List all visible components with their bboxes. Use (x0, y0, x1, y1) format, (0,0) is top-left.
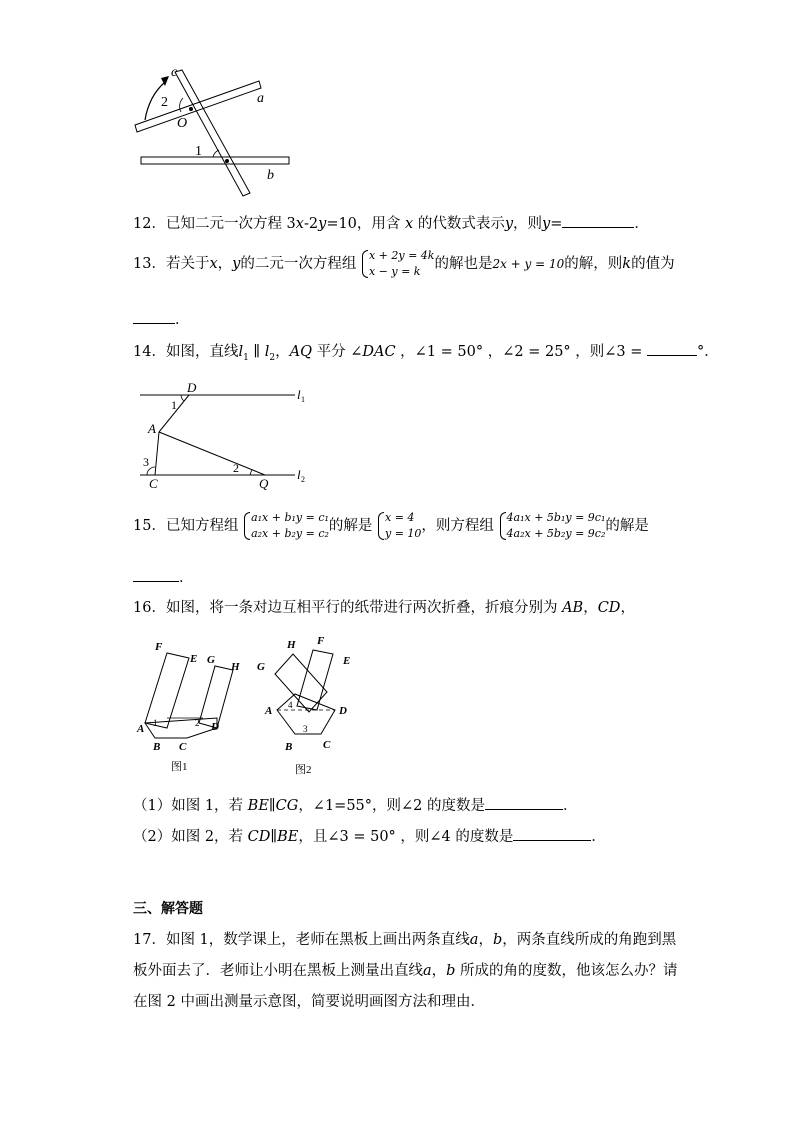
svg-text:2: 2 (233, 461, 239, 475)
svg-text:G: G (257, 661, 265, 673)
svg-text:l: l (297, 387, 301, 402)
label-b: b (267, 168, 274, 183)
svg-text:E: E (190, 653, 198, 665)
svg-text:1: 1 (171, 398, 177, 412)
svg-text:D: D (211, 721, 219, 733)
answer-blank[interactable] (133, 309, 175, 324)
question-16-part-1: （1）如图 1，若 BE∥CG，∠1=55°，则∠2 的度数是 ． (133, 795, 578, 816)
svg-text:A: A (148, 421, 156, 436)
solution-system: x = 4 y = 10 (377, 510, 421, 542)
question-16-part-2: （2）如图 2，若 CD∥BE，且∠3 = 50° ，则∠4 的度数是 ． (133, 826, 606, 847)
svg-text:1: 1 (301, 395, 305, 404)
question-17-line-1: 17．如图 1，数学课上，老师在黑板上画出两条直线a，b，两条直线所成的角跑到黑 (133, 932, 677, 948)
svg-text:1: 1 (153, 718, 158, 728)
question-16: 16．如图，将一条对边互相平行的纸带进行两次折叠，折痕分别为 AB，CD， (133, 600, 635, 616)
svg-text:2: 2 (195, 718, 200, 728)
svg-text:G: G (207, 654, 215, 666)
svg-text:A: A (137, 723, 145, 735)
svg-text:F: F (155, 641, 163, 653)
equation-system-2: 4a₁x + 5b₁y = 9c₁ 4a₂x + 5b₂y = 9c₂ (499, 510, 606, 542)
svg-text:B: B (285, 741, 293, 753)
svg-text:3: 3 (303, 724, 308, 734)
svg-text:B: B (153, 741, 161, 753)
figure-q11 (125, 60, 305, 200)
answer-blank[interactable] (562, 213, 634, 228)
svg-text:C: C (149, 476, 158, 490)
label-1: 1 (195, 144, 202, 159)
answer-blank[interactable] (513, 826, 591, 841)
svg-text:l: l (297, 467, 301, 482)
question-12: 12．已知二元一次方程 3x-2y=10，用含 x 的代数式表示y，则y= ． (133, 213, 649, 234)
label-c: c (171, 65, 178, 80)
svg-text:D: D (339, 705, 347, 717)
figure-q16-2 (255, 632, 365, 782)
svg-text:H: H (287, 639, 296, 651)
svg-text:E: E (343, 655, 351, 667)
svg-text:4: 4 (288, 700, 293, 710)
svg-text:C: C (179, 741, 187, 753)
svg-text:H: H (231, 661, 240, 673)
svg-text:C: C (323, 739, 331, 751)
svg-text:A: A (265, 705, 273, 717)
svg-text:F: F (317, 635, 325, 647)
svg-text:D: D (187, 380, 197, 395)
answer-blank[interactable] (133, 567, 179, 582)
question-17-line-3: 在图 2 中画出测量示意图，简要说明画图方法和理由． (133, 994, 485, 1010)
answer-blank[interactable] (485, 795, 563, 810)
question-15: 15．已知方程组 a₁x + b₁y = c₁ a₂x + b₂y = c₂ 的解是 x = 4 y = 10 ，则方程组 4a₁x + 5b₁y = 9c₁ 4a₂x + 5b₂y = 9c₂ 的解是 (133, 511, 649, 540)
section-title: 三、解答题 (133, 901, 203, 917)
label-a: a (257, 91, 264, 106)
svg-text:Q: Q (259, 476, 269, 490)
question-14: 14．如图，直线$l_1$ ∥ $l_2$，AQ 平分 ∠DAC ，∠1 = 50° ，∠2 = 25° ，则∠3 = °． (133, 341, 719, 368)
label-o: O (177, 116, 188, 131)
figure-q14 (135, 380, 310, 490)
question-13-answer: ． (133, 309, 190, 330)
question-15-answer: ． (133, 567, 194, 588)
equation-system: x + 2y = 4k x − y = k (361, 248, 435, 280)
question-13: 13．若关于x，y的二元一次方程组 x + 2y = 4k x − y = k 的解也是2x + y = 10的解，则k的值为 (133, 249, 675, 278)
label-2: 2 (161, 95, 168, 110)
figure-1-caption: 图1 (171, 761, 188, 773)
answer-blank[interactable] (647, 341, 697, 356)
figure-2-caption: 图2 (295, 764, 312, 776)
figure-q16-1 (135, 638, 250, 778)
question-17-line-2: 板外面去了．老师让小明在黑板上测量出直线a，b 所成的角的度数，他该怎么办？请 (133, 963, 678, 979)
svg-text:2: 2 (301, 475, 305, 484)
svg-text:3: 3 (143, 455, 149, 469)
equation-system-1: a₁x + b₁y = c₁ a₂x + b₂y = c₂ (243, 510, 329, 542)
